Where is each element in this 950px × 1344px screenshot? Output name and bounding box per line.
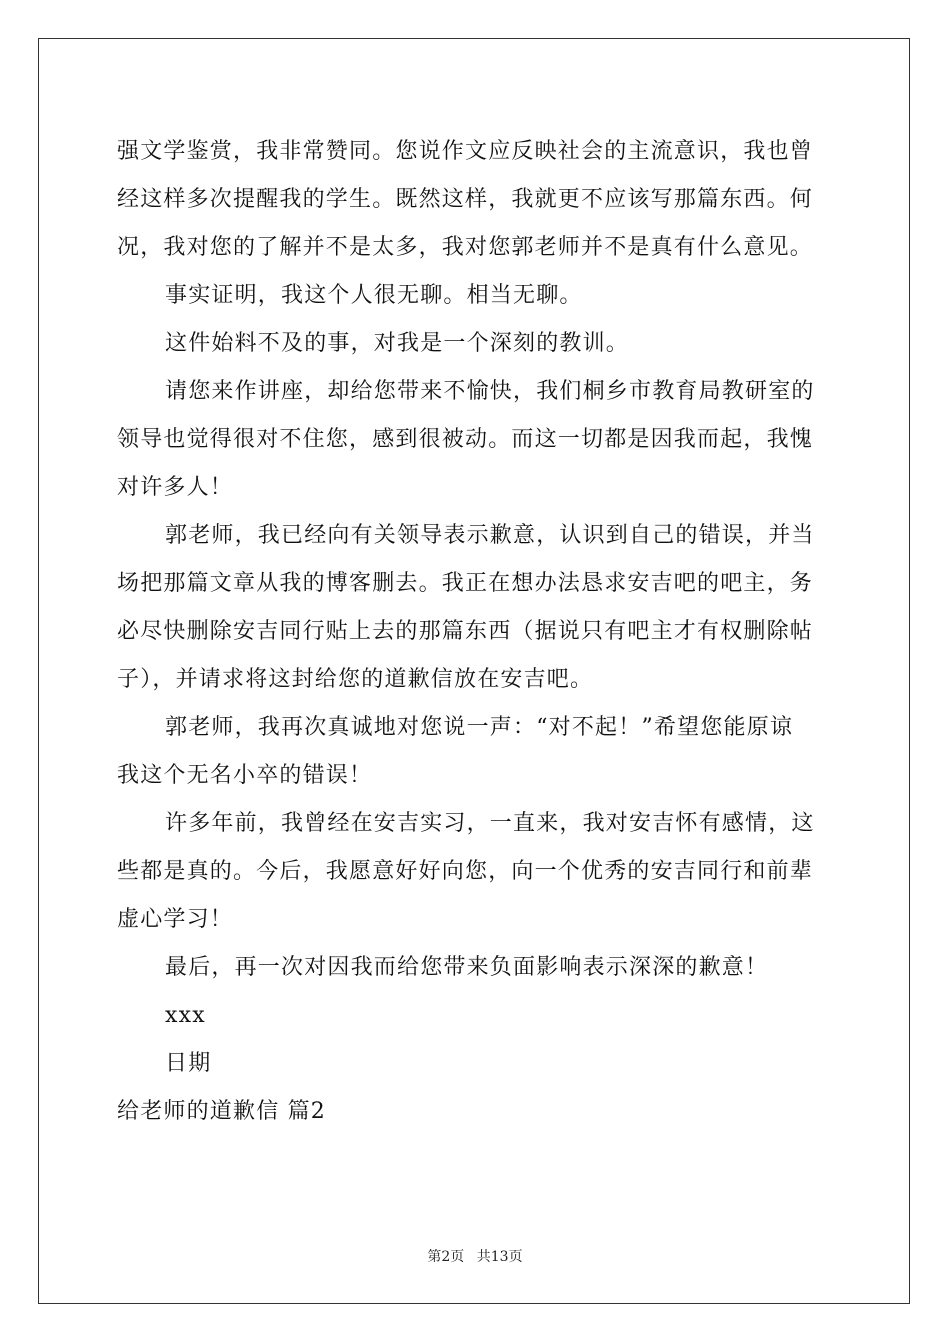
page-number: 第2页 <box>427 1249 465 1265</box>
text-line: 经这样多次提醒我的学生。既然这样，我就更不应该写那篇东西。何 <box>117 187 814 212</box>
text-line: 些都是真的。今后，我愿意好好向您，向一个优秀的安吉同行和前辈 <box>117 859 814 884</box>
text-line: 郭老师，我已经向有关领导表示歉意，认识到自己的错误，并当 <box>165 523 815 548</box>
text-line: 我这个无名小卒的错误！ <box>117 763 373 788</box>
paragraph <box>117 992 837 1040</box>
document-body <box>117 128 837 1136</box>
text-line: 虚心学习！ <box>117 907 234 932</box>
paragraph <box>117 128 837 272</box>
paragraph <box>117 704 837 800</box>
text-line: 请您来作讲座，却给您带来不愉快，我们桐乡市教育局教研室的 <box>165 379 815 404</box>
paragraph <box>117 512 837 704</box>
text-line: 给老师的道歉信 篇2 <box>117 1099 326 1124</box>
text-line: xxx <box>165 1003 206 1028</box>
text-line: 许多年前，我曾经在安吉实习，一直来，我对安吉怀有感情，这 <box>165 811 815 836</box>
text-line: 最后，再一次对因我而给您带来负面影响表示深深的歉意！ <box>165 955 769 980</box>
text-line: 领导也觉得很对不住您，感到很被动。而这一切都是因我而起，我愧 <box>117 427 814 452</box>
paragraph <box>117 944 837 992</box>
text-line: 事实证明，我这个人很无聊。相当无聊。 <box>165 283 583 308</box>
text-line: 日期 <box>165 1051 212 1076</box>
paragraph <box>117 800 837 944</box>
text-line: 郭老师，我再次真诚地对您说一声：“对不起！”希望您能原谅 <box>165 715 794 740</box>
page-footer <box>0 1246 950 1266</box>
text-line: 况，我对您的了解并不是太多，我对您郭老师并不是真有什么意见。 <box>117 235 814 260</box>
text-line: 必尽快删除安吉同行贴上去的那篇东西（据说只有吧主才有权删除帖 <box>117 619 814 644</box>
paragraph <box>117 1040 837 1088</box>
paragraph <box>117 1088 837 1136</box>
paragraph <box>117 272 837 320</box>
text-line: 强文学鉴赏，我非常赞同。您说作文应反映社会的主流意识，我也曾 <box>117 139 814 164</box>
text-line: 场把那篇文章从我的博客删去。我正在想办法恳求安吉吧的吧主，务 <box>117 571 814 596</box>
paragraph <box>117 368 837 512</box>
text-line: 子），并请求将这封给您的道歉信放在安吉吧。 <box>117 667 594 692</box>
text-line: 对许多人！ <box>117 475 234 500</box>
text-line: 这件始料不及的事，对我是一个深刻的教训。 <box>165 331 630 356</box>
page-total: 共13页 <box>476 1249 523 1265</box>
paragraph <box>117 320 837 368</box>
